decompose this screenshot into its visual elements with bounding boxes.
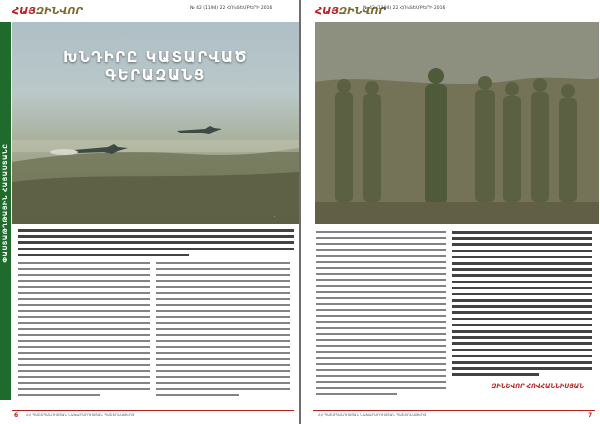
issue-line: № 42 (1194) 22 ՀՈԿՏԵՄԲԵՐԻ 2016 (363, 6, 446, 11)
side-banner-text: ՓԱՍՏԱԹՂԹԱՅԻՆ ՀԱՅԱՍՏԱՆԸ (1, 143, 9, 263)
logo: ՀԱՅԶԻՆՎՈՐ (12, 5, 83, 17)
article-column-1 (18, 262, 150, 400)
svg-text:·: · (274, 214, 276, 219)
footer-rule (12, 410, 294, 411)
aircraft-2-icon (177, 126, 222, 134)
right-article-column-2 (452, 231, 592, 380)
footer-text: ՀՀ ՊԱՇՏՊԱՆՈՒԹՅԱՆ ՆԱԽԱՐԱՐՈՒԹՅԱՆ ՊԱՇՏՈՆԱԹԵՐԹ (26, 413, 135, 417)
hero-photo (12, 22, 299, 224)
right-article-column-1 (316, 231, 446, 399)
left-page (0, 0, 299, 424)
author-signature: ԶԻՆԵՎՈՐ ՀՈՎՀԱՆՆԻՍՅԱՆ (491, 383, 584, 390)
article-column-2 (156, 262, 290, 400)
soldiers-photo-illustration (315, 22, 599, 224)
logo: ՀԱՅԶԻՆՎՈՐ (315, 5, 386, 17)
soldiers-photo (315, 22, 599, 224)
masthead-logo (12, 4, 83, 18)
page-number: 6 (14, 412, 19, 419)
issue-line: № 42 (1194) 22 ՀՈԿՏԵՄԲԵՐԻ 2016 (190, 6, 273, 11)
hero-title: ԽՆԴԻՐԸ ԿԱՏԱՐՎԱԾ ԳԵՐԱԶԱՆՑ (63, 48, 248, 84)
article-lead (18, 229, 294, 260)
footer-rule-right (313, 410, 595, 411)
footer-text-right: ՀՀ ՊԱՇՏՊԱՆՈՒԹՅԱՆ ՆԱԽԱՐԱՐՈՒԹՅԱՆ ՊԱՇՏՈՆԱԹԵՐԹ (318, 413, 427, 417)
page-number-right: 7 (588, 412, 593, 419)
